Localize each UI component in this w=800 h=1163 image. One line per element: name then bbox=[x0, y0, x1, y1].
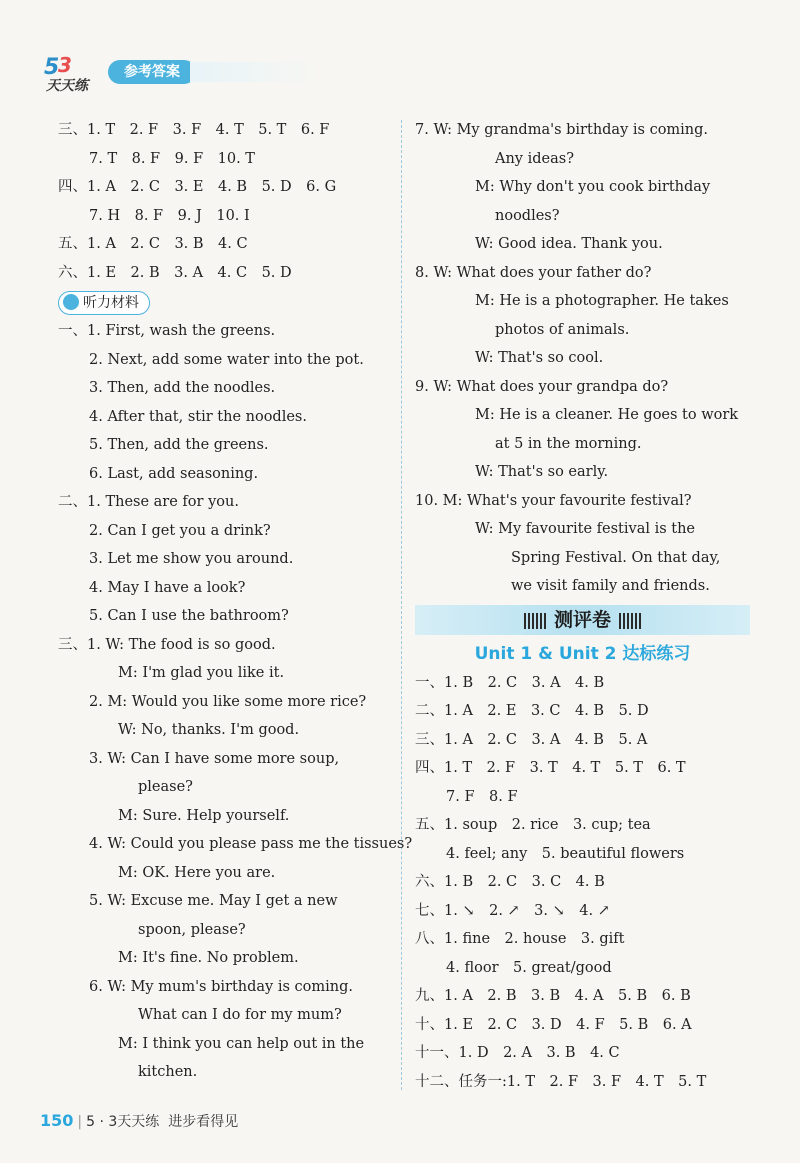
transcript-line: 5. Can I use the bathroom? bbox=[89, 608, 289, 624]
transcript-line: 4. W: Could you please pass me the tissues? bbox=[89, 836, 413, 852]
transcript-line: 4. May I have a look? bbox=[89, 579, 246, 596]
transcript-line: W: My favourite festival is the bbox=[475, 521, 696, 537]
answer-line: 十二、任务一:1. T 2. F 3. F 4. T 5. T bbox=[415, 1073, 707, 1090]
transcript-line: at 5 in the morning. bbox=[495, 435, 642, 452]
answer-line: 7. F 8. F bbox=[446, 788, 518, 805]
answer-line: 十、1. E 2. C 3. D 4. F 5. B 6. A bbox=[415, 1016, 692, 1033]
transcript-line: W: That's so early. bbox=[475, 464, 609, 480]
transcript-line: kitchen. bbox=[138, 1064, 198, 1080]
answer-line: 7. T 8. F 9. F 10. T bbox=[89, 150, 255, 167]
transcript-line bbox=[58, 317, 398, 346]
transcript-line: 8. W: What does your father do? bbox=[415, 264, 652, 281]
transcript-line: please? bbox=[138, 779, 193, 795]
transcript-line bbox=[58, 631, 398, 660]
answer-line: 六、1. E 2. B 3. A 4. C 5. D bbox=[58, 264, 292, 281]
transcript-line: M: He is a photographer. He takes bbox=[475, 293, 729, 309]
answer-line: 九、1. A 2. B 3. B 4. A 5. B 6. B bbox=[415, 988, 691, 1004]
transcript-line: M: I think you can help out in the bbox=[118, 1035, 365, 1052]
column-divider bbox=[401, 120, 402, 1090]
test-banner-title: 测评卷 bbox=[553, 608, 611, 631]
listening-header bbox=[58, 287, 398, 317]
svg-text:5: 5 bbox=[44, 55, 60, 80]
headphones-icon bbox=[63, 294, 79, 310]
answer-line: 五、1. soup 2. rice 3. cup; tea bbox=[415, 817, 651, 833]
transcript-line: W: That's so cool. bbox=[475, 350, 604, 366]
transcript-line: 3. W: Can I have some more soup, bbox=[89, 750, 340, 767]
transcript-text: 1. First, wash the greens. bbox=[87, 323, 276, 339]
answer-key-tag: 参考答案 bbox=[108, 60, 196, 84]
transcript-line: 4. After that, stir the noodles. bbox=[89, 408, 307, 425]
section-label: 二、 bbox=[58, 494, 87, 510]
unit-title: Unit 1 & Unit 2 达标练习 bbox=[474, 643, 691, 664]
transcript-line: M: OK. Here you are. bbox=[118, 864, 276, 881]
transcript-line: spoon, please? bbox=[138, 921, 246, 938]
test-section-banner bbox=[415, 605, 750, 635]
answer-line: 三、1. A 2. C 3. A 4. B 5. A bbox=[415, 731, 648, 748]
transcript-line: M: It's fine. No problem. bbox=[118, 950, 299, 966]
transcript-line: M: He is a cleaner. He goes to work bbox=[475, 407, 739, 423]
transcript-line: M: I'm glad you like it. bbox=[118, 665, 285, 681]
transcript-line: 3. Then, add the noodles. bbox=[89, 380, 276, 396]
answer-line: 六、1. B 2. C 3. C 4. B bbox=[415, 874, 605, 890]
answer-line: 七、1. ↘ 2. ↗ 3. ↘ 4. ↗ bbox=[415, 902, 610, 919]
transcript-line: 10. M: What's your favourite festival? bbox=[415, 492, 692, 509]
logo-graphic bbox=[40, 52, 102, 94]
transcript-line: 6. Last, add seasoning. bbox=[89, 465, 259, 482]
answer-line: 四、1. T 2. F 3. T 4. T 5. T 6. T bbox=[415, 760, 686, 776]
page-number: 150 bbox=[40, 1111, 74, 1130]
transcript-line: 7. W: My grandma's birthday is coming. bbox=[415, 122, 709, 138]
brand-logo bbox=[40, 52, 102, 94]
transcript-line: we visit family and friends. bbox=[511, 578, 710, 594]
answer-line: 三、1. T 2. F 3. F 4. T 5. T 6. F bbox=[58, 122, 330, 138]
transcript-line: 2. Can I get you a drink? bbox=[89, 522, 271, 539]
transcript-line: 9. W: What does your grandpa do? bbox=[415, 378, 669, 395]
transcript-line: 5. Then, add the greens. bbox=[89, 437, 269, 453]
listening-tag bbox=[58, 291, 150, 315]
answer-line: 二、1. A 2. E 3. C 4. B 5. D bbox=[415, 703, 649, 719]
transcript-line: 2. Next, add some water into the pot. bbox=[89, 351, 364, 368]
transcript-line: 2. M: Would you like some more rice? bbox=[89, 693, 367, 710]
banner-stripes-left bbox=[524, 613, 546, 629]
transcript-line: M: Sure. Help yourself. bbox=[118, 807, 290, 824]
svg-text:天天练: 天天练 bbox=[46, 78, 88, 94]
section-label: 一、 bbox=[58, 323, 87, 339]
slogan: 进步看得见 bbox=[168, 1114, 239, 1130]
transcript-text: 1. W: The food is so good. bbox=[87, 636, 276, 653]
listening-tag-label: 听力材料 bbox=[83, 295, 139, 311]
answer-line: 一、1. B 2. C 3. A 4. B bbox=[415, 674, 605, 691]
transcript-line: photos of animals. bbox=[495, 321, 630, 338]
footer-separator: | bbox=[77, 1114, 83, 1130]
transcript-line: 5. W: Excuse me. May I get a new bbox=[89, 893, 338, 909]
banner-stripes-right bbox=[619, 613, 641, 629]
answer-line: 4. feel; any 5. beautiful flowers bbox=[446, 845, 685, 862]
svg-text:3: 3 bbox=[58, 53, 72, 77]
answer-line: 五、1. A 2. C 3. B 4. C bbox=[58, 236, 248, 252]
right-column bbox=[415, 116, 750, 1096]
series-name: 5 · 3天天练 bbox=[86, 1114, 160, 1130]
answer-line: 四、1. A 2. C 3. E 4. B 5. D 6. G bbox=[58, 179, 337, 195]
transcript-line: noodles? bbox=[495, 207, 560, 224]
answer-line: 4. floor 5. great/good bbox=[446, 959, 612, 976]
section-label: 三、 bbox=[58, 636, 87, 653]
transcript-line: 6. W: My mum's birthday is coming. bbox=[89, 978, 354, 995]
answer-line: 7. H 8. F 9. J 10. I bbox=[89, 207, 250, 224]
page-footer bbox=[40, 1110, 238, 1132]
transcript-line: W: No, thanks. I'm good. bbox=[118, 722, 300, 738]
transcript-line bbox=[58, 488, 398, 517]
left-column bbox=[58, 116, 413, 1087]
answer-line: 八、1. fine 2. house 3. gift bbox=[415, 931, 625, 947]
transcript-line: 3. Let me show you around. bbox=[89, 551, 294, 567]
answer-line: 十一、1. D 2. A 3. B 4. C bbox=[415, 1045, 620, 1061]
transcript-line: M: Why don't you cook birthday bbox=[475, 179, 711, 195]
transcript-line: Spring Festival. On that day, bbox=[511, 549, 721, 566]
header-decoration bbox=[190, 62, 320, 82]
transcript-line: W: Good idea. Thank you. bbox=[475, 236, 663, 252]
transcript-line: What can I do for my mum? bbox=[138, 1007, 342, 1023]
transcript-text: 1. These are for you. bbox=[87, 494, 239, 510]
transcript-line: Any ideas? bbox=[495, 150, 574, 167]
